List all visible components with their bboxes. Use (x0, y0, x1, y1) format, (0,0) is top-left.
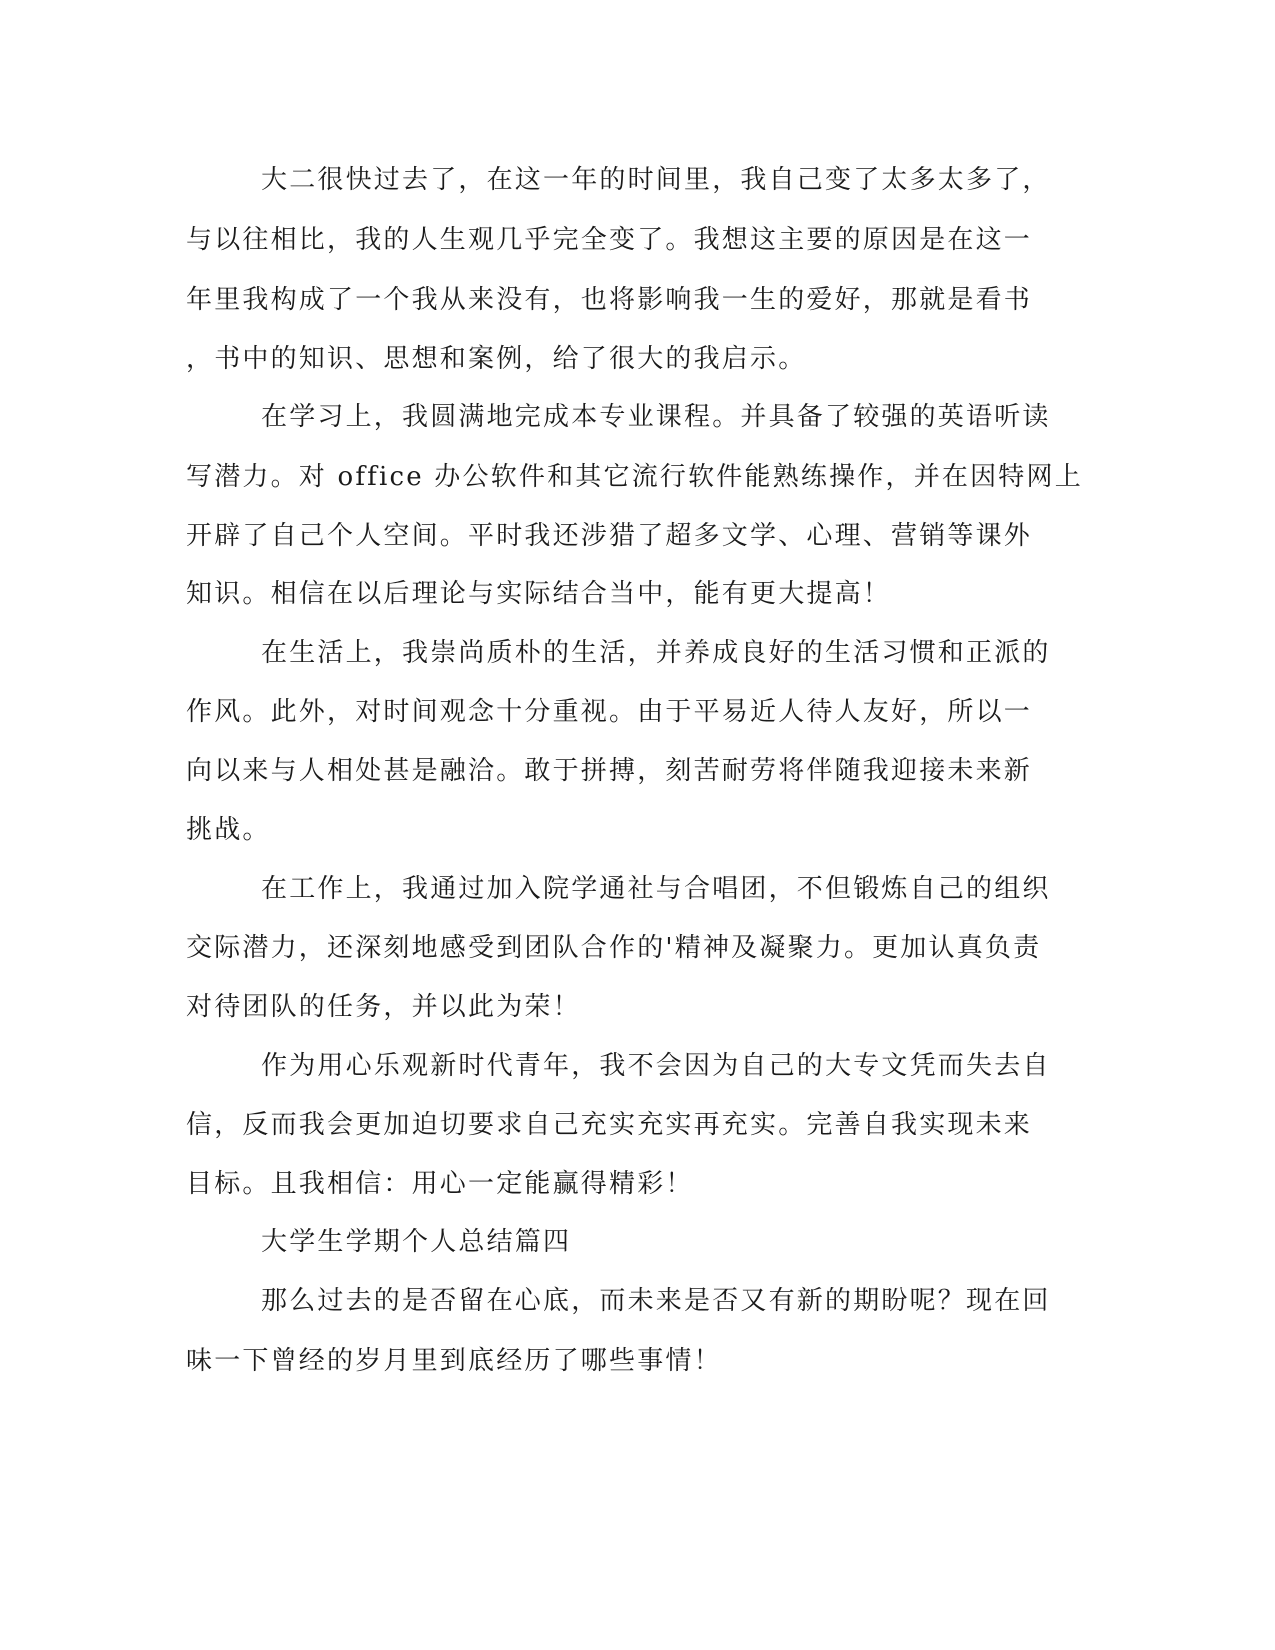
paragraph-5-line-3: 目标。且我相信：用心一定能赢得精彩！ (186, 1169, 694, 1199)
paragraph-1-line-1: 大二很快过去了，在这一年的时间里，我自己变了太多太多了， (261, 165, 1051, 195)
paragraph-1-line-2: 与以往相比，我的人生观几乎完全变了。我想这主要的原因是在这一 (186, 225, 1033, 255)
paragraph-2-line-3: 开辟了自己个人空间。平时我还涉猎了超多文学、心理、营销等课外 (186, 521, 1033, 551)
paragraph-4-line-2: 交际潜力，还深刻地感受到团队合作的'精神及凝聚力。更加认真负责 (186, 933, 1042, 963)
paragraph-2-line-2: 写潜力。对 office 办公软件和其它流行软件能熟练操作，并在因特网上 (186, 462, 1083, 492)
paragraph-3-line-1: 在生活上，我崇尚质朴的生活，并养成良好的生活习惯和正派的 (261, 638, 1051, 668)
paragraph-3-line-3: 向以来与人相处甚是融洽。敢于拼搏，刻苦耐劳将伴随我迎接未来新 (186, 756, 1033, 786)
paragraph-4-line-3: 对待团队的任务，并以此为荣！ (186, 992, 581, 1022)
paragraph-4-line-1: 在工作上，我通过加入院学通社与合唱团，不但锻炼自己的组织 (261, 874, 1051, 904)
paragraph-3-line-4: 挑战。 (186, 815, 271, 845)
section-heading: 大学生学期个人总结篇四 (261, 1227, 572, 1257)
paragraph-6-line-1: 那么过去的是否留在心底，而未来是否又有新的期盼呢？现在回 (261, 1286, 1051, 1316)
paragraph-5-line-1: 作为用心乐观新时代青年，我不会因为自己的大专文凭而失去自 (261, 1051, 1051, 1081)
paragraph-1-line-3: 年里我构成了一个我从来没有，也将影响我一生的爱好，那就是看书 (186, 285, 1033, 315)
paragraph-2-line-1: 在学习上，我圆满地完成本专业课程。并具备了较强的英语听读 (261, 402, 1051, 432)
paragraph-3-line-2: 作风。此外，对时间观念十分重视。由于平易近人待人友好，所以一 (186, 697, 1033, 727)
paragraph-6-line-2: 味一下曾经的岁月里到底经历了哪些事情！ (186, 1346, 722, 1376)
paragraph-5-line-2: 信，反而我会更加迫切要求自己充实充实再充实。完善自我实现未来 (186, 1110, 1033, 1140)
paragraph-2-line-4: 知识。相信在以后理论与实际结合当中，能有更大提高！ (186, 579, 892, 609)
paragraph-1-line-4: ，书中的知识、思想和案例，给了很大的我启示。 (186, 344, 807, 374)
